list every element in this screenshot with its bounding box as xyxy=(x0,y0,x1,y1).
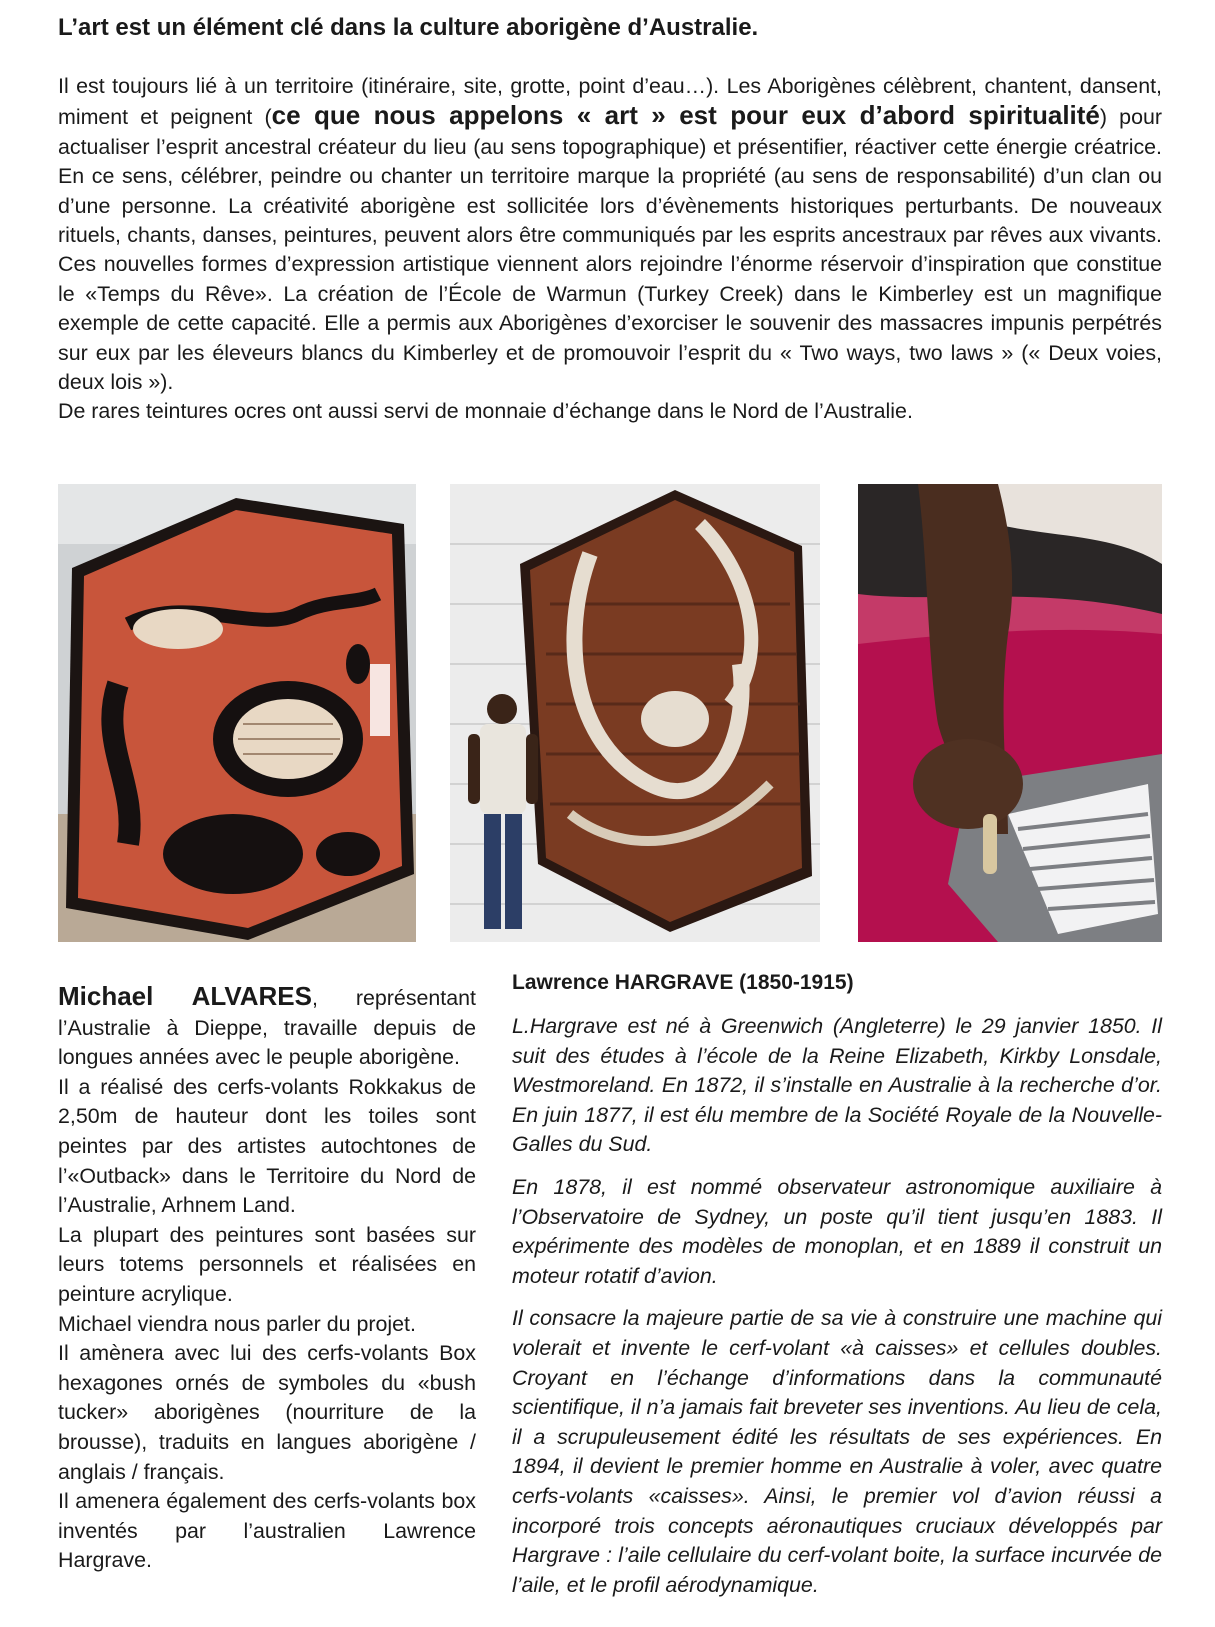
intro-text-a: Il est toujours lié à un territoire (itinéraire, site, grotte, point d’eau…). Les Aborigènes célèbrent, chantent, dansent, miment et peignent ( xyxy=(58,74,1162,130)
alvares-paragraph-2: Il a réalisé des cerfs-volants Rokkakus de 2,50m de hauteur dont les toiles sont peintes par des artistes autochtones de l’«Outback» dans le Territoire du Nord de l’Australie, Arhnem Land. xyxy=(58,1074,476,1218)
photo-man-with-brown-kite xyxy=(450,484,820,942)
michael-alvares-column xyxy=(58,982,476,1576)
photo-red-hexagon-kite xyxy=(58,484,416,942)
alvares-paragraph-3: La plupart des peintures sont basées sur leurs totems personnels et réalisées en peinture acrylique. xyxy=(58,1222,476,1306)
intro-paragraph-2: De rares teintures ocres ont aussi servi de monnaie d’échange dans le Nord de l’Australie. xyxy=(58,399,913,424)
intro-text xyxy=(58,72,1162,427)
hargrave-paragraph-1: L.Hargrave est né à Greenwich (Angleterre) le 29 janvier 1850. Il suit des études à l’école de la Reine Elizabeth, Kirkby Lonsdale, Westmoreland. En 1872, il s’installe en Australie à la recherche d’or. En juin 1877, il est élu membre de la Société Royale de la Nouvelle-Galles du Sud. xyxy=(512,1014,1162,1157)
painting-hand-illustration xyxy=(858,484,1162,942)
lawrence-hargrave-column xyxy=(512,968,1162,1613)
red-kite-illustration xyxy=(58,484,416,942)
alvares-paragraph-5: Il amènera avec lui des cerfs-volants Box hexagones ornés de symboles du «bush tucker» aborigènes (nourriture de la brousse), traduits en langues aborigène / anglais / français. xyxy=(58,1341,476,1484)
brown-kite-illustration xyxy=(450,484,820,942)
alvares-paragraph-1 xyxy=(58,982,476,1073)
intro-paragraph-1 xyxy=(58,72,1162,397)
hargrave-paragraph-2: En 1878, il est nommé observateur astronomique auxiliaire à l’Observatoire de Sydney, un poste qu’il tient jusqu’en 1883. Il expérimente des modèles de monoplan, et en 1889 il construit un moteur rotatif d’avion. xyxy=(512,1174,1162,1288)
hargrave-paragraph-3: Il consacre la majeure partie de sa vie à construire une machine qui volerait et invente le cerf-volant «à caisses» et cellules doubles. Croyant en l’échange d’informations dans la communauté scientifique, il n’a jamais fait breveter ses inventions. Au lieu de cela, il a scrupuleusement édité les résultats de ses expériences. En 1894, il devient le premier homme en Australie à voler, avec quatre cerfs-volants «caisses». Ainsi, le premier vol d’avion réussi a incorporé trois concepts aéronautiques cruciaux développés par Hargrave : l’aile cellulaire du cerf-volant boite, la surface incurvée de l’aile, et le profil aérodynamique. xyxy=(512,1306,1162,1597)
alvares-paragraph-4: Michael viendra nous parler du projet. xyxy=(58,1311,416,1336)
alvares-paragraph-6: Il amenera également des cerfs-volants box inventés par l’australien Lawrence Hargrave. xyxy=(58,1489,476,1573)
alvares-intro: , représentant l’Australie à Dieppe, travaille depuis de longues années avec le peuple aborigène. xyxy=(58,986,476,1070)
intro-emphasis: ce que nous appelons « art » est pour eux d’abord spiritualité xyxy=(271,100,1100,131)
page-title: L’art est un élément clé dans la culture aborigène d’Australie. xyxy=(58,14,759,41)
hargrave-heading: Lawrence HARGRAVE (1850-1915) xyxy=(512,971,854,994)
photo-hand-painting xyxy=(858,484,1162,942)
alvares-name: Michael ALVARES xyxy=(58,981,312,1011)
intro-text-b: ) pour actualiser l’esprit ancestral créateur du lieu (au sens topographique) et présentifier, réactiver cette énergie créatrice. En ce sens, célébrer, peindre ou chanter un territoire marque la propriété (au sens de responsabilité) d’un clan ou d’une personne. La créativité aborigène est sollicitée lors d’évènements historiques perturbants. De nouveaux rituels, chants, danses, peintures, peuvent alors être communiqués par les esprits ancestraux par rêves aux vivants. Ces nouvelles formes d’expression artistique viennent alors rejoindre l’énorme réservoir d’inspiration que constitue le «Temps du Rêve». La création de l’École de Warmun (Turkey Creek) dans le Kimberley est un magnifique exemple de cette capacité. Elle a permis aux Aborigènes d’exorciser le souvenir des massacres impunis perpétrés sur eux par les éleveurs blancs du Kimberley et de promouvoir l’esprit du « Two ways, two laws » (« Deux voies, deux lois »). xyxy=(58,105,1162,395)
